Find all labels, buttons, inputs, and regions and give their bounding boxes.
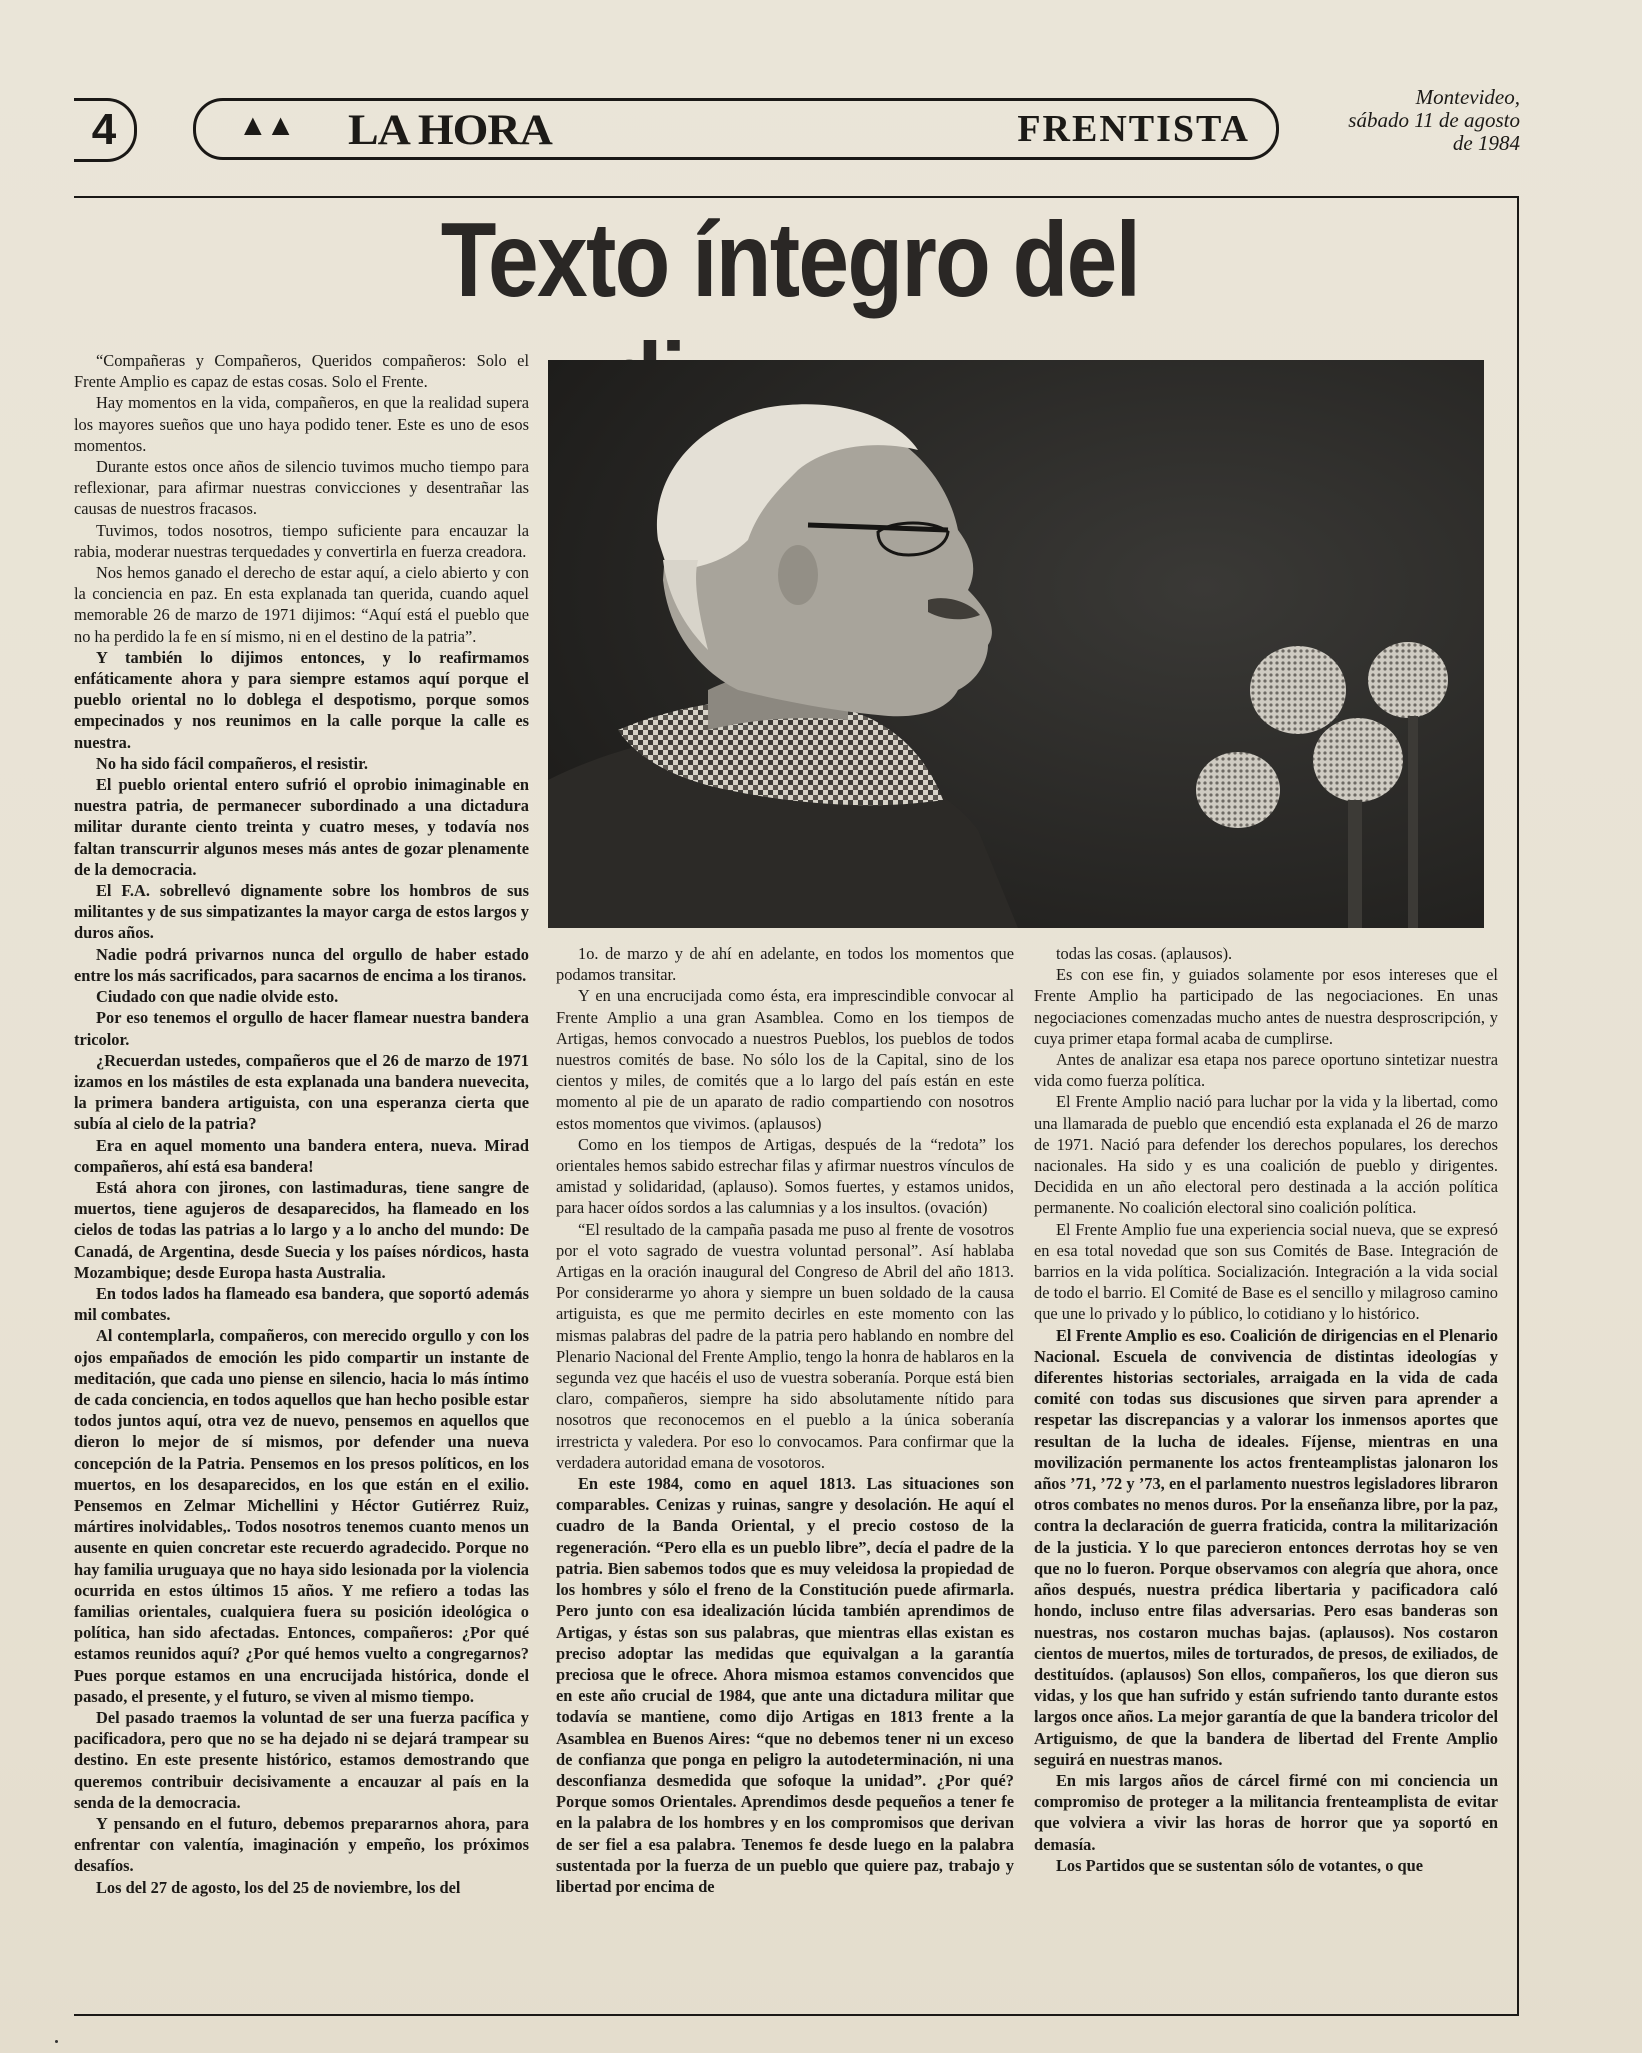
paragraph: Antes de analizar esa etapa nos parece oportuno sintetizar nuestra vida como fuerza política. [1034,1050,1498,1091]
paragraph: ¿Recuerdan ustedes, compañeros que el 26 de marzo de 1971 izamos en los mástiles de esta explanada una bandera nuevecita, la primera bandera artiguista, con una esperanza cierta que subía al cielo de la patria? [74,1050,529,1134]
paragraph: El pueblo oriental entero sufrió el oprobio inimaginable en nuestra patria, de permanecer subordinado a una dictadura militar durante ciento treinta y cuatro meses, y todavía nos faltan transcurrir algunos meses más antes de gozar plenamente de la democracia. [74,775,529,879]
paragraph: Los Partidos que se sustentan sólo de votantes, o que [1056,1855,1424,1875]
paragraph: “El resultado de la campaña pasada me puso al frente de vosotros por el voto sagrado de vuestra voluntad personal”. Así hablaba Artigas en la oración inaugural del Congreso de Abril del año 1813. Por considerarme yo ahora y siempre un buen soldado de la causa artiguista, es que me permito decirles en este momento con las mismas palabras del padre de la patria pero hablando en nombre del Plenario Nacional del Frente Amplio, tengo la honra de hablaros en la segunda vez que hacéis el uso de vuestra soberanía. Porque está bien claro, compañeros, siempre ha sido absolutamente nítido para nosotros que reconocemos en el pueblo a la única soberanía irrestricta y valedera. Por eso lo convocamos. Para confirmar que la verdadera autoridad emana de vosotoros. [556,1219,1014,1472]
paragraph: Y en una encrucijada como ésta, era imprescindible convocar al Frente Amplio a una gran Asamblea. Como en los tiempos de Artigas, hemos convocado a nuestros Pueblos, los pueblos de todos nuestros comités de base. No sólo los de la Capital, sino de los cientos y miles, de comités que a lo largo del país están en este momento al pie de un aparato de radio compartiendo con nosotros estos momentos que vivimos. (aplausos) [556,986,1014,1133]
dateline [1290,86,1520,155]
masthead [193,98,1279,160]
paragraph: No ha sido fácil compañeros, el resistir. [96,753,368,773]
speaker-photo [548,360,1484,928]
paragraph: Nadie podrá privarnos nunca del orgullo de haber estado entre los más sacrificados, para sacarnos de encima a los tiranos. [74,944,529,985]
page-number [74,98,137,162]
article-column-1 [74,350,529,2000]
newspaper-logo: LA HORA [348,105,552,154]
paragraph: Durante estos once años de silencio tuvimos mucho tiempo para reflexionar, para afirmar nuestras convicciones y desentrañar las causas de nuestros fracasos. [74,457,529,519]
article-column-2 [556,943,1014,1943]
section-name: FRENTISTA [1017,108,1250,150]
article-column-3 [1034,943,1498,2003]
page-number-text: 4 [91,105,117,154]
paragraph: Nos hemos ganado el derecho de estar aquí, a cielo abierto y con la conciencia en paz. En esta explanada tan querida, cuando aquel memorable 26 de marzo de 1971 dijimos: “Aquí está el pueblo que no ha perdido la fe en sí mismo, ni en el destino de la patria”. [74,563,529,646]
dateline-year: de 1984 [1452,131,1520,155]
print-speck [55,2040,58,2043]
dateline-city: Montevideo, [1415,85,1520,109]
paragraph: El Frente Amplio fue una experiencia social nueva, que se expresó en esa total novedad que son sus Comités de Base. Integración de barrios en la vida política. Socialización. Integración a la vida social de todo el barrio. El Comité de Base es el sencillo y milagroso camino que une lo privado y lo público, lo cotidiano y lo histórico. [1034,1219,1498,1324]
paragraph: Hay momentos en la vida, compañeros, en que la realidad supera los mayores sueños que uno haya podido tener. Este es uno de esos momentos. [74,393,529,455]
paragraph: En todos lados ha flameado esa bandera, que soportó además mil combates. [74,1283,529,1325]
logo-arrows-icon: ▲▲ [238,109,294,142]
paragraph: En mis largos años de cárcel firmé con mi conciencia un compromiso de proteger a la militancia frenteamplista de evitar que volviera a vivir las horas de horror que ya soportó en demasía. [1034,1770,1498,1854]
paragraph: En este 1984, como en aquel 1813. Las situaciones son comparables. Cenizas y ruinas, sangre y desolación. He aquí el cuadro de la Banda Oriental, y el precio costoso de la regeneración. “Pero ella es un pueblo libre”, decía el padre de la patria. Bien sabemos todos que es muy veleidosa la propiedad de los hombres y sólo el freno de la Constitución puede afirmarla. Pero junto con esa idealización lúcida también aprendimos de Artigas, y éstas son sus palabras, que mientras ellas existan es preciso adoptar las medidas que equivalgan a la garantía preciosa que le ofrece. Ahora mismoa estamos convencidos que en este año crucial de 1984, que ante una dictadura militar que todavía se mantiene, como dijo Artigas en 1813 frente a la Asamblea en Buenos Aires: “que no debemos tener ni un exceso de confianza que ponga en peligro la autodeterminación, ni una desconfianza desmedida que sofoque la unidad”. ¿Por qué? Porque somos Orientales. Aprendimos desde pequeños a tener fe en la palabra de los hombres y en los compromisos que derivan de ser fiel a esa palabra. Tenemos fe desde luego en la palabra sustentada por la fuerza de un pueblo que quiere paz, trabajo y libertad por encima de [556,1474,1014,1896]
paragraph: todas las cosas. (aplausos). [1056,944,1233,963]
paragraph: 1o. de marzo y de ahí en adelante, en todos los momentos que podamos transitar. [556,944,1014,985]
paragraph: El Frente Amplio es eso. Coalición de dirigencias en el Plenario Nacional. Escuela de convivencia de distintas ideologías y diferentes historias sectoriales, arraigada en la vida de cada comité con todas sus discusiones que sirven para aprender a respetar las discrepancias y a valorar los inmensos aportes que resultan de la lucha de ideales. Fíjense, mientras en una movilización permanente los actos frenteamplistas jalonaron los años ’71, ’72 y ’73, en el parlamento nuestros legisladores libraron otros combates no menos duros. Por la enseñanza libre, por la paz, contra la declaración de guerra fraticida, contra la militarización de la justicia. Y lo que parecieron entonces derrotas hoy se ven que no lo fueron. Porque observamos con alegría que ahora, once años después, nuestra prédica libertaria y pacificadora caló hondo, incluso entre filas adversarias. Pero esas banderas son nuestras, nos costaron muchas bajas. (aplausos). Nos costaron cientos de muertos, miles de torturados, de presos, de exiliados, de destituídos. (aplausos) Son ellos, compañeros, los que dieron sus vidas, y los que han sufrido y están sufriendo tanto durante estos largos once años. La mejor garantía de que la bandera tricolor del Artiguismo, de que la bandera de libertad del Frente Amplio seguirá en nuestras manos. [1034,1325,1498,1769]
paragraph: Tuvimos, todos nosotros, tiempo suficiente para encauzar la rabia, moderar nuestras terquedades y convertirla en fuerza creadora. [74,520,529,561]
paragraph: Era en aquel momento una bandera entera, nueva. Mirad compañeros, ahí está esa bandera! [74,1135,529,1176]
paragraph: Como en los tiempos de Artigas, después de la “redota” los orientales hemos sabido estrechar filas y afirmar nuestros vínculos de amistad y solidaridad, (aplauso). Somos fuertes, y estamos unidos, para hacer oídos sordos a las calumnias y a los insultos. (ovación) [556,1134,1014,1218]
paragraph: Ciudado con que nadie olvide esto. [96,987,339,1007]
dateline-day: sábado 11 de agosto [1348,108,1520,132]
paragraph: Por eso tenemos el orgullo de hacer flamear nuestra bandera tricolor. [74,1008,529,1049]
article-title: Texto íntegro del [440,201,1140,319]
paragraph: Los del 27 de agosto, los del 25 de noviembre, los del [96,1877,461,1897]
paragraph: Del pasado traemos la voluntad de ser una fuerza pacífica y pacificadora, pero que no se ha dejado ni se dejará trampear su destino. En este presente histórico, estamos demostrando que queremos contribuir decisivamente a encauzar al país en la senda de la democracia. [74,1708,529,1812]
speaker-photo-illustration [548,360,1484,928]
paragraph: Al contemplarla, compañeros, con merecido orgullo y con los ojos empañados de emoción les pido compartir un instante de meditación, que cada uno piense en silencio, hacia lo más íntimo de cada conciencia, en todos aquellos que han hecho posible estar todos juntos aquí, otra vez de nuevo, pensemos en aquellos que dieron lo mejor de sí mismos, por defender una nueva concepción de la Patria. Pensemos en los presos políticos, en los muertos, en los desaparecidos, en los que están en el exilio. Pensemos en Zelmar Michellini y Héctor Gutiérrez Ruiz, mártires inolvidables,. Todos nosotros tenemos cuanto menos un ausente en quien concretar este recuerdo agradecido. Porque no hay familia uruguaya que no haya sido lesionada por la violencia ocurrida en estos últimos 15 años. Y me refiero a todas las familias orientales, cualquiera fuera su posición ideológica o política, han sido afectadas. Entonces, compañeros: ¿Por qué estamos reunidos aquí? ¿Por qué hemos vuelto a congregarnos? Pues porque estamos en una encrucijada histórica, donde el pasado, el presente, y el futuro, se viven al mismo tiempo. [74,1326,529,1706]
paragraph: “Compañeras y Compañeros, Queridos compañeros: Solo el Frente Amplio es capaz de estas cosas. Solo el Frente. [74,351,529,392]
paragraph: Y pensando en el futuro, debemos prepararnos ahora, para enfrentar con valentía, imaginación y empeño, los próximos desafíos. [74,1814,529,1876]
paragraph: El Frente Amplio nació para luchar por la vida y la libertad, como una llamarada de pueblo que encendió esta explanada el 26 de marzo de 1971. Nació para defender los derechos populares, los derechos nacionales. Ha sido y es una coalición de pueblo y dirigentes. Decidida en un año electoral pero destinada a la acción política permanente. No coalición electoral sino coalición política. [1034,1092,1498,1218]
paragraph: Y también lo dijimos entonces, y lo reafirmamos enfáticamente ahora y para siempre estamos aquí porque el pueblo oriental no lo doblega el despotismo, porque somos empecinados y nos reunimos en la calle porque la calle es nuestra. [74,647,529,752]
paragraph: Está ahora con jirones, con lastimaduras, tiene sangre de muertos, tiene agujeros de desaparecidos, ha flameado en los cielos de todas las patrias a lo largo y a lo ancho del mundo: De Canadá, de Argentina, desde Suecia y los países nórdicos, hasta Mozambique; desde Europa hasta Australia. [74,1177,529,1282]
paragraph: Es con ese fin, y guiados solamente por esos intereses que el Frente Amplio ha participado de las negociaciones. En unas negociaciones comenzadas mucho antes de nuestra desproscripción, y cuya primer etapa formal acaba de cumplirse. [1034,965,1498,1048]
paragraph: El F.A. sobrellevó dignamente sobre los hombros de sus militantes y de sus simpatizantes la mayor carga de estos largos y duros años. [74,881,529,943]
